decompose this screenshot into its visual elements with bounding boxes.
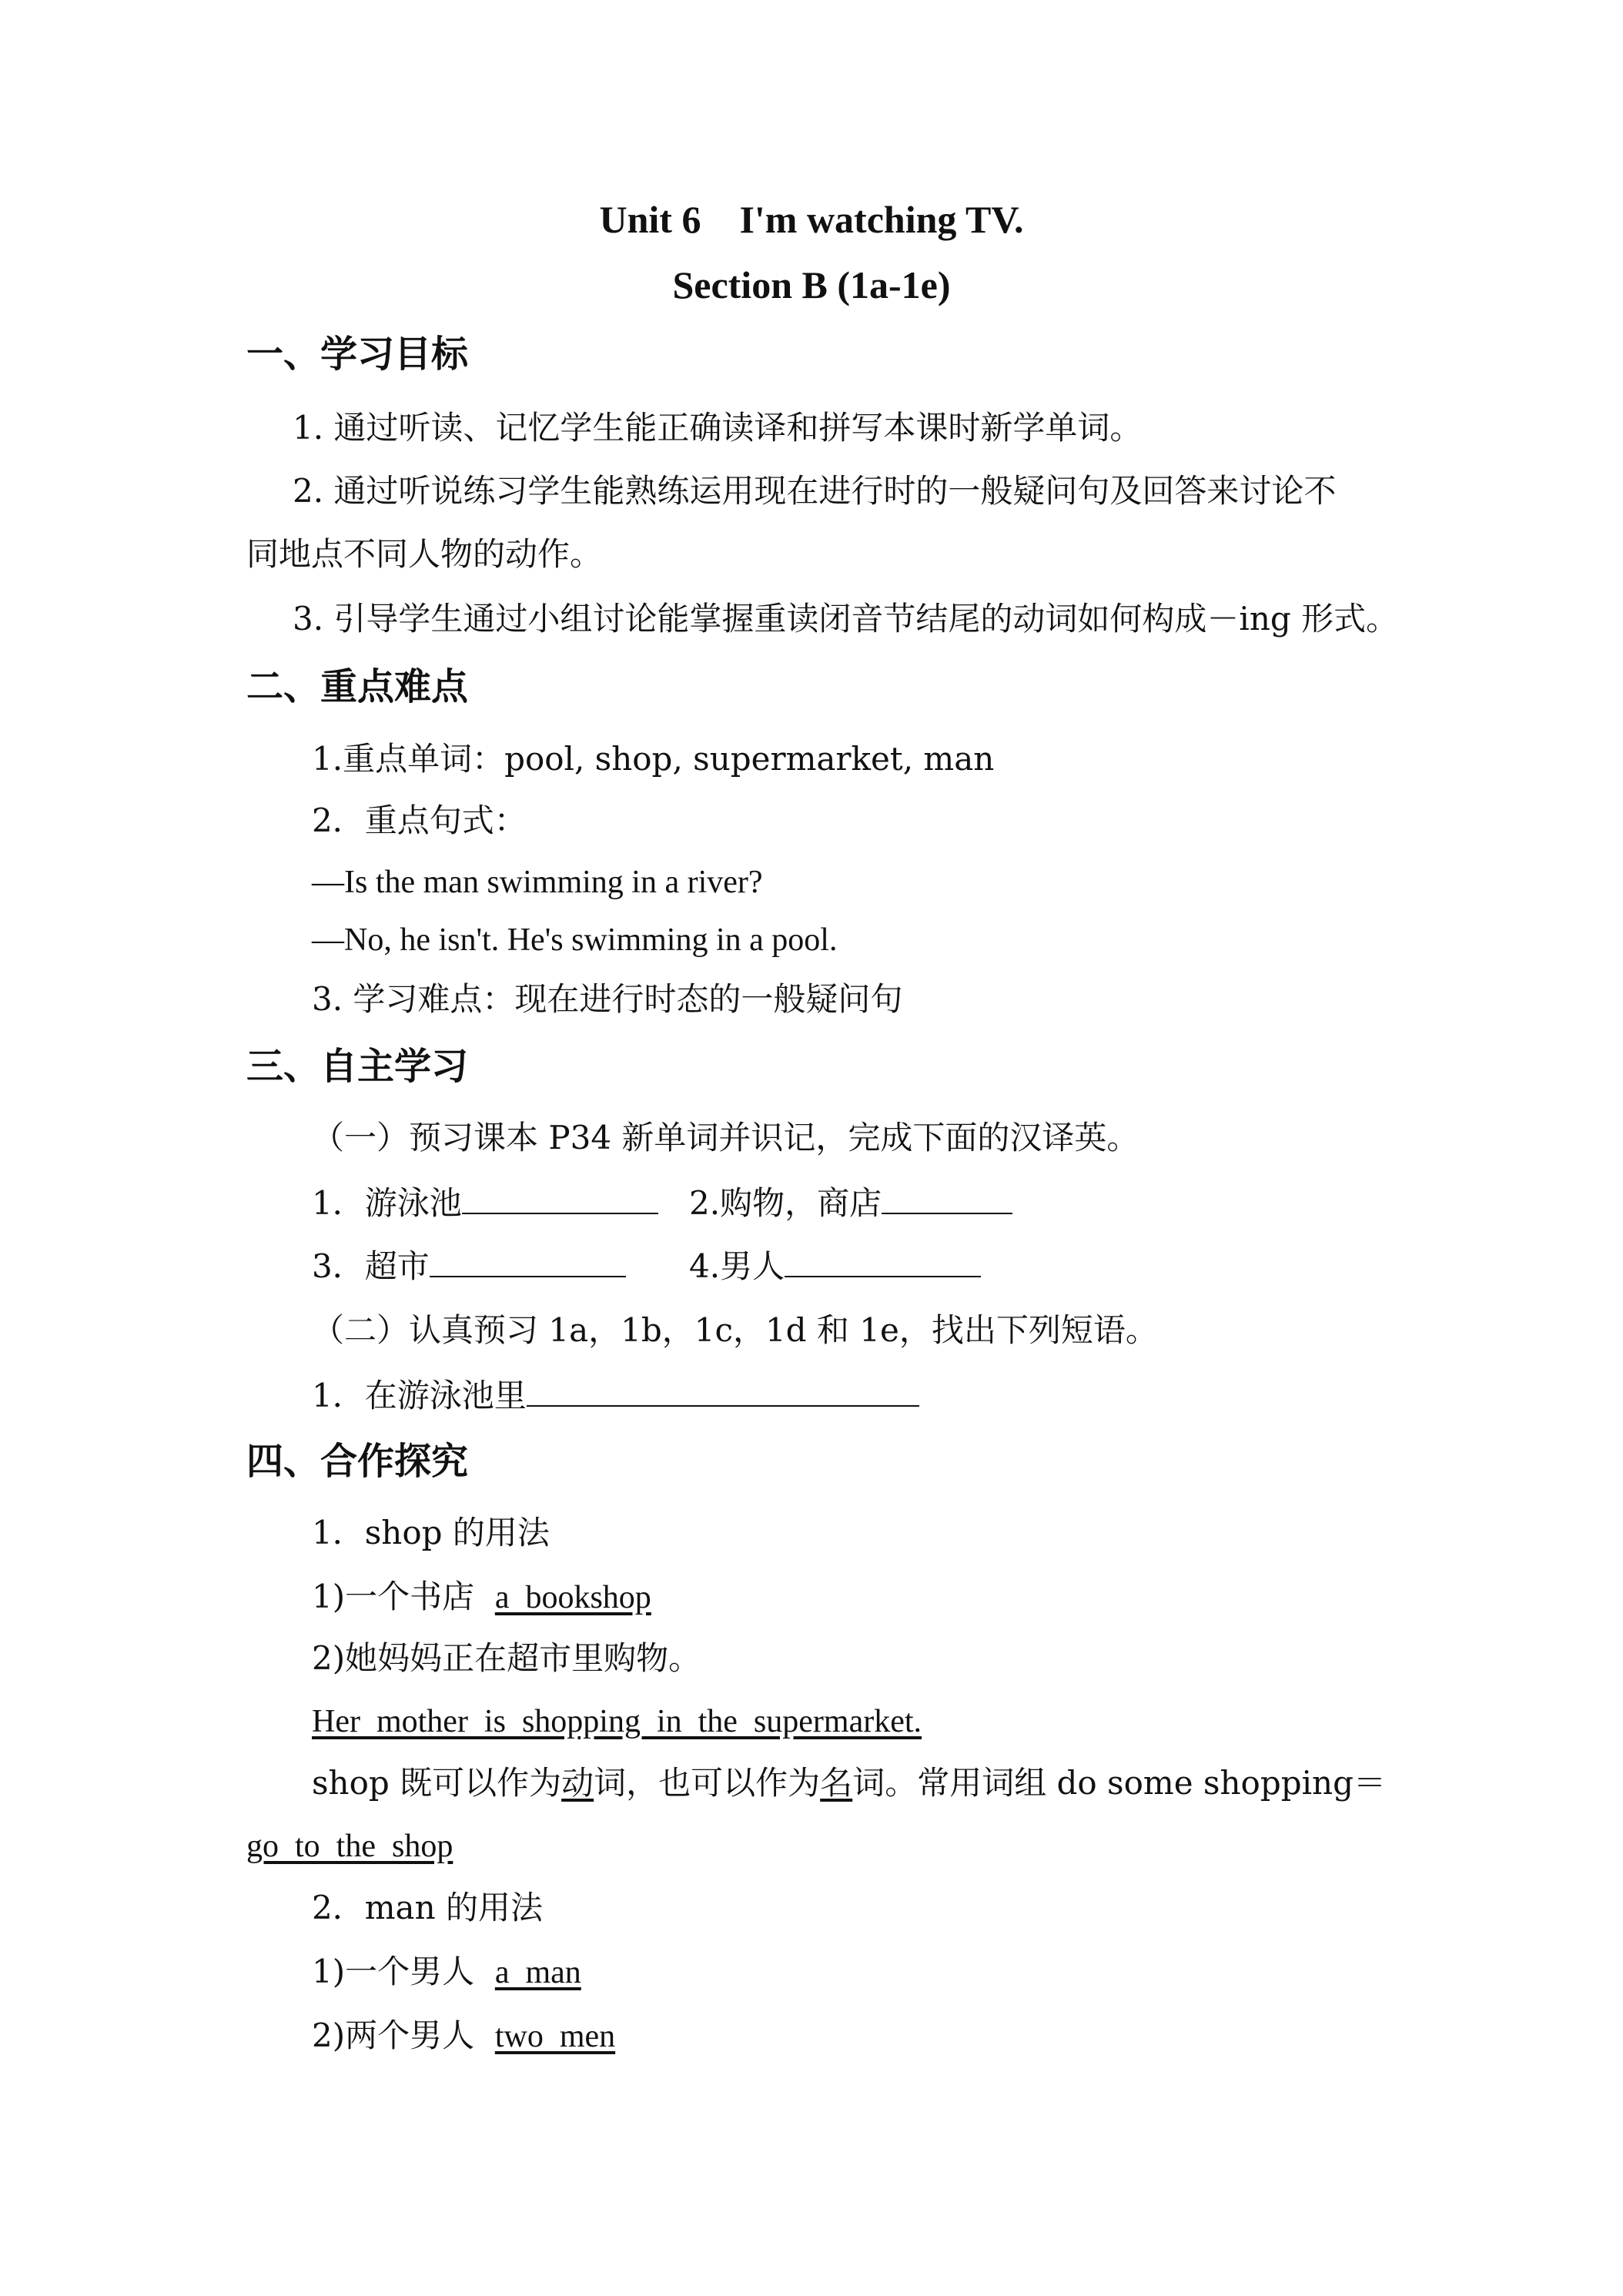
objective-item-3: 3. 引导学生通过小组讨论能掌握重读闭音节结尾的动词如何构成－ing 形式。 [293, 600, 1399, 638]
objective-item-2a: 2. 通过听说练习学生能熟练运用现在进行时的一般疑问句及回答来讨论不 [293, 472, 1337, 510]
exercise-label-man: 4.男人 [689, 1247, 785, 1285]
answer-blank[interactable] [527, 1374, 919, 1407]
exercise-label-in-pool: 1．在游泳池里 [312, 1377, 527, 1414]
answer-blank[interactable] [430, 1245, 626, 1277]
note-answer-phrase: go to the shop [246, 1829, 453, 1864]
note-text: shop 既可以作为 [312, 1764, 562, 1802]
example-answer: Her mother is shopping in the supermarket. [312, 1704, 922, 1739]
note-text: 词。常用词组 do some shopping＝ [852, 1764, 1386, 1802]
usage-shop-example-1 [312, 1577, 651, 1618]
section-heading-cooperation: 四、合作探究 [246, 1440, 469, 1483]
objective-item-1: 1. 通过听读、记忆学生能正确读译和拼写本课时新学单词。 [293, 409, 1143, 447]
usage-man-title: 2．man 的用法 [312, 1889, 543, 1926]
page-subtitle [0, 262, 1623, 308]
exercise-row-2 [312, 1245, 626, 1287]
exercise-row-1 [312, 1182, 658, 1223]
exercise-row-3 [312, 1374, 919, 1416]
answer-blank[interactable] [785, 1245, 981, 1277]
exercise-row-2b [689, 1245, 981, 1287]
example-answer: a man [494, 1955, 581, 1990]
title-text: Unit 6 I'm watching TV. [599, 198, 1024, 241]
keypoint-sentences: 2．重点句式： [312, 802, 527, 839]
example-label: 1)一个男人 [312, 1953, 475, 1990]
objective-item-2b: 同地点不同人物的动作。 [246, 535, 603, 573]
example-label: 1)一个书店 [312, 1578, 475, 1615]
keypoint-words: 1.重点单词：pool, shop, supermarket, man [312, 740, 995, 778]
section-heading-keypoints: 二、重点难点 [246, 665, 469, 708]
note-answer-verb: 动 [561, 1764, 594, 1802]
keypoint-difficulty: 3. 学习难点：现在进行时态的一般疑问句 [312, 980, 903, 1018]
sentence-question: —Is the man swimming in a river? [312, 865, 763, 900]
usage-shop-note-answer [246, 1826, 453, 1866]
answer-blank[interactable] [882, 1182, 1012, 1214]
example-answer: two men [494, 2019, 616, 2054]
usage-shop-title: 1．shop 的用法 [312, 1514, 550, 1551]
exercise-label-supermarket: 3．超市 [312, 1247, 430, 1285]
usage-shop-note [312, 1763, 1386, 1803]
exercise-label-shop: 2.购物，商店 [689, 1184, 882, 1222]
sentence-answer: —No, he isn't. He's swimming in a pool. [312, 922, 838, 958]
subtitle-text: Section B (1a-1e) [672, 263, 951, 306]
section-heading-self-study: 三、自主学习 [246, 1045, 469, 1088]
exercise-label-pool: 1．游泳池 [312, 1184, 462, 1222]
example-answer: a bookshop [494, 1580, 651, 1615]
usage-man-example-1 [312, 1952, 581, 1993]
exercise-row-1b [689, 1182, 1012, 1223]
note-answer-noun: 名 [820, 1764, 853, 1802]
note-text: 词，也可以作为 [594, 1764, 821, 1802]
usage-shop-example-2: 2)她妈妈正在超市里购物。 [312, 1639, 701, 1677]
usage-man-example-2 [312, 2016, 615, 2057]
example-label: 2)两个男人 [312, 2017, 475, 2054]
usage-shop-example-2-answer [312, 1702, 922, 1742]
page-title [0, 196, 1623, 243]
self-study-part-2: （二）认真预习 1a，1b，1c，1d 和 1e，找出下列短语。 [312, 1311, 1158, 1349]
section-heading-objectives: 一、学习目标 [246, 333, 469, 376]
answer-blank[interactable] [462, 1182, 658, 1214]
self-study-part-1: （一）预习课本 P34 新单词并识记，完成下面的汉译英。 [312, 1119, 1139, 1156]
